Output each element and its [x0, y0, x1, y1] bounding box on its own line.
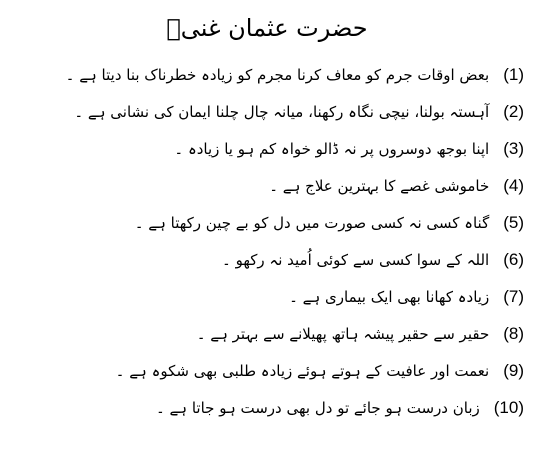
- quote-text: زبان درست ہو جائے تو دل بھی درست ہو جاتا ہے ۔: [155, 398, 480, 417]
- quote-item: [10, 130, 524, 167]
- quote-item: [10, 278, 524, 315]
- page-title: حضرت عثمان غنیؓ: [166, 14, 368, 42]
- quotes-list: [10, 56, 524, 426]
- quote-number: (7): [503, 286, 524, 306]
- quote-number: (8): [503, 323, 524, 343]
- quote-text: اپنا بوجھ دوسروں پر نہ ڈالو خواہ کم ہو یا زیادہ ۔: [174, 139, 490, 158]
- quote-text: گناہ کسی نہ کسی صورت میں دل کو بے چین رکھتا ہے ۔: [134, 213, 490, 232]
- quote-text: آہستہ بولنا، نیچی نگاہ رکھنا، میانہ چال چلنا ایمان کی نشانی ہے ۔: [74, 102, 490, 121]
- quote-item: [10, 389, 524, 426]
- quote-number: (1): [503, 64, 524, 84]
- quote-text: بعض اوقات جرم کو معاف کرنا مجرم کو زیادہ خطرناک بنا دیتا ہے ۔: [65, 65, 490, 84]
- quote-item: [10, 167, 524, 204]
- quote-text: زیادہ کھانا بھی ایک بیماری ہے ۔: [289, 287, 490, 306]
- quote-number: (9): [503, 360, 524, 380]
- quote-text: خاموشی غصے کا بہترین علاج ہے ۔: [269, 176, 490, 195]
- quote-item: [10, 56, 524, 93]
- quote-number: (3): [503, 138, 524, 158]
- quote-text: حقیر سے حقیر پیشہ ہاتھ پھیلانے سے بہتر ہے ۔: [196, 324, 490, 343]
- quote-number: (10): [493, 397, 524, 417]
- quote-number: (6): [503, 249, 524, 269]
- quote-item: [10, 241, 524, 278]
- quote-number: (2): [503, 101, 524, 121]
- quote-number: (5): [503, 212, 524, 232]
- quote-text: اللہ کے سوا کسی سے کوئی اُمید نہ رکھو ۔: [222, 250, 490, 269]
- quote-item: [10, 315, 524, 352]
- quote-item: [10, 352, 524, 389]
- quote-number: (4): [503, 175, 524, 195]
- quote-text: نعمت اور عافیت کے ہوتے ہوئے زیادہ طلبی بھی شکوہ ہے ۔: [115, 361, 490, 380]
- quote-item: [10, 204, 524, 241]
- quote-item: [10, 93, 524, 130]
